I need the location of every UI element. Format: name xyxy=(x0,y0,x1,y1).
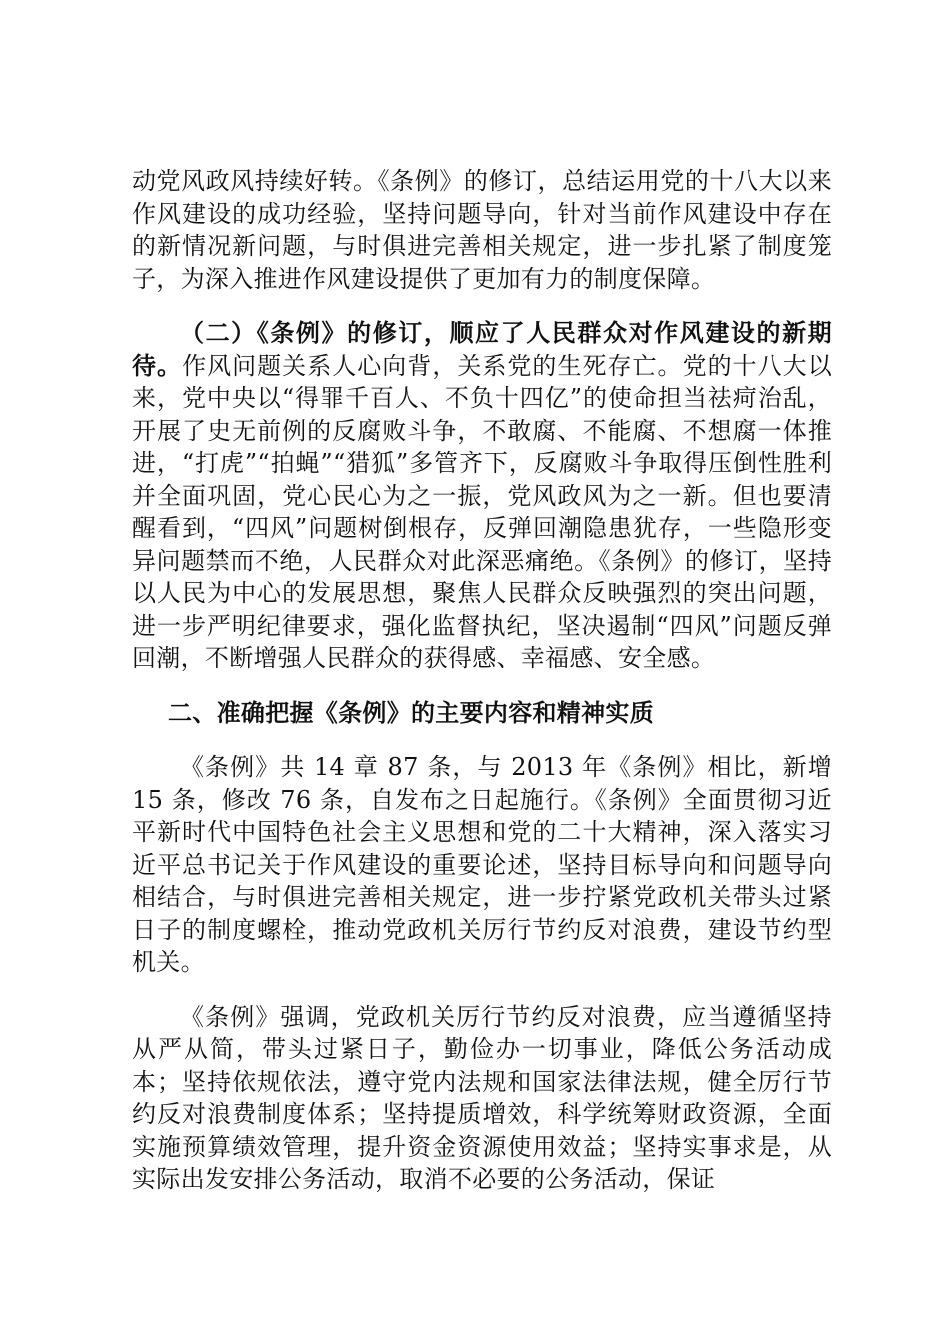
paragraph-spacer xyxy=(132,295,832,317)
paragraph-section-2 xyxy=(132,317,832,675)
paragraph-text: 作风问题关系人心向背，关系党的生死存亡。党的十八大以来，党中央以“得罪千百人、不负十四亿”的使命担当祛疴治乱，开展了史无前例的反腐败斗争，不敢腐、不能腐、不想腐一体推进，“打虎”“拍蝇”“猎狐”多管齐下，反腐败斗争取得压倒性胜利并全面巩固，党心民心为之一振，党风政风为之一新。但也要清醒看到，“四风”问题树倒根存，反弹回潮隐患犹存，一些隐形变异问题禁而不绝，人民群众对此深恶痛绝。《条例》的修订，坚持以人民为中心的发展思想，聚焦人民群众反映强烈的突出问题，进一步严明纪律要求，强化监督执纪，坚决遏制“四风”问题反弹回潮，不断增强人民群众的获得感、幸福感、安全感。 xyxy=(132,351,832,672)
paragraph-overview xyxy=(132,751,832,979)
paragraph-spacer xyxy=(132,729,832,751)
paragraph-spacer xyxy=(132,675,832,697)
paragraph-text: 《条例》共 14 章 87 条，与 2013 年《条例》相比，新增 15 条，修改 76 条，自发布之日起施行。《条例》全面贯彻习近平新时代中国特色社会主义思想和党的二十大精神，深入落实习近平总书记关于作风建设的重要论述，坚持目标导向和问题导向相结合，与时俱进完善相关规定，进一步拧紧党政机关带头过紧日子的制度螺栓，推动党政机关厉行节约反对浪费，建设节约型机关。 xyxy=(132,753,832,976)
section-heading: 二、准确把握《条例》的主要内容和精神实质 xyxy=(168,697,654,727)
paragraph-continued xyxy=(132,165,832,295)
paragraph-spacer xyxy=(132,979,832,1001)
paragraph-principles xyxy=(132,1001,832,1196)
subsection-heading: （二）《条例》的修订，顺应了人民群众对作风建设的新期待。 xyxy=(132,318,832,380)
paragraph-text: 《条例》强调，党政机关厉行节约反对浪费，应当遵循坚持从严从简，带头过紧日子，勤俭办一切事业，降低公务活动成本；坚持依规依法，遵守党内法规和国家法律法规，健全厉行节约反对浪费制度体系；坚持提质增效，科学统筹财政资源，全面实施预算绩效管理，提升资金资源使用效益；坚持实事求是，从实际出发安排公务活动，取消不必要的公务活动，保证 xyxy=(132,1002,832,1193)
document-body xyxy=(132,165,832,1196)
paragraph-text: 动党风政风持续好转。《条例》的修订，总结运用党的十八大以来作风建设的成功经验，坚持问题导向，针对当前作风建设中存在的新情况新问题，与时俱进完善相关规定，进一步扎紧了制度笼子，为深入推进作风建设提供了更加有力的制度保障。 xyxy=(132,167,832,293)
